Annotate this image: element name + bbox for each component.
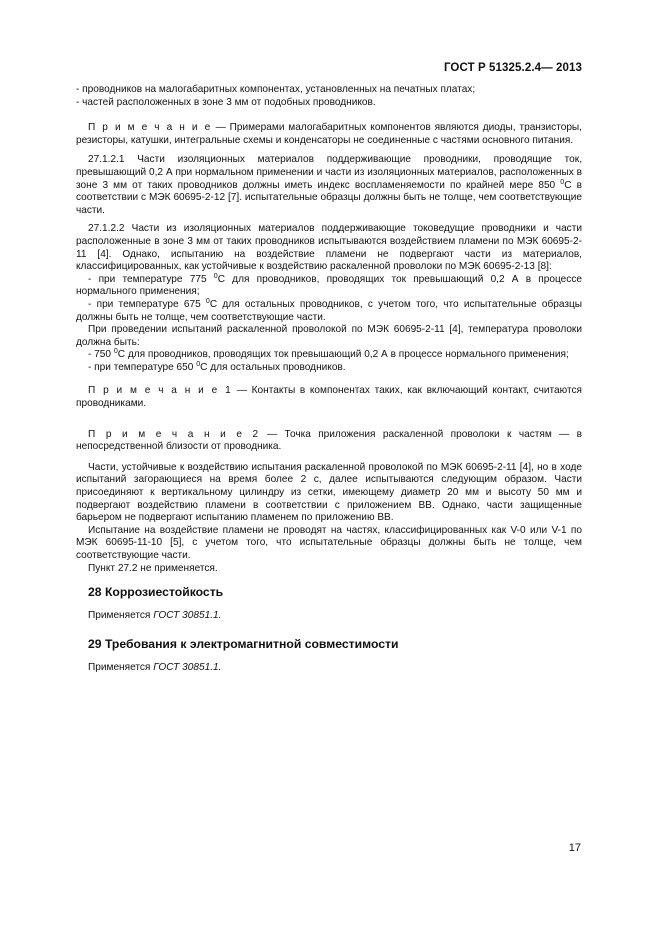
list-item — [76, 299, 582, 324]
list-item-text: C для проводников, проводящих ток превышающий 0,2 А в процессе нормального применения; — [76, 273, 582, 298]
note-paragraph — [76, 429, 582, 454]
degree-mark: 0 — [213, 272, 218, 280]
note-text: — Примерами малогабаритных компонентов являются диоды, транзисторы, резисторы, катушки, интегральные схемы и конденсаторы не соединенные с частями основного питания. — [76, 122, 582, 146]
degree-mark: 0 — [560, 178, 565, 186]
list-item-text: C для остальных проводников. — [200, 361, 346, 373]
note-paragraph — [76, 385, 582, 410]
section-applies — [76, 662, 582, 675]
list-item-text: - 750 — [88, 349, 114, 361]
applies-text: Применяется — [88, 610, 154, 622]
degree-mark: 0 — [205, 297, 210, 305]
clause-27-1-2-1 — [76, 154, 582, 217]
body-paragraph: Пункт 27.2 не применяется. — [88, 562, 218, 574]
section-heading-28: 28 Коррозиестойкость — [88, 585, 224, 600]
note-label: П р и м е ч а н и е 1 — [88, 385, 233, 397]
list-item-text: - при температуре 775 — [88, 273, 214, 285]
list-item-text: - при температуре 650 — [88, 361, 197, 373]
list-item-text: - при температуре 675 — [88, 298, 206, 310]
body-paragraph: Испытание на воздействие пламени не проводят на частях, классифицированных как V-0 или V-1 по МЭК 60695-11-10 [5], с учетом того, что испытательные образцы должны быть не толще, чем соответствующие части. — [76, 524, 582, 561]
degree-mark: 0 — [196, 360, 201, 368]
list-item — [76, 274, 582, 299]
list-item: - частей расположенных в зоне 3 мм от подобных проводников. — [76, 96, 376, 108]
document-body — [76, 84, 582, 674]
list-item — [76, 362, 582, 375]
note-text: — Контакты в компонентах таких, как включающий контакт, считаются проводниками. — [76, 385, 582, 410]
list-item-text: C для остальных проводников, с учетом того, что испытательные образцы должны быть не толще, чем соответствующие части. — [76, 298, 582, 323]
body-paragraph: Части, устойчивые к воздействию испытания раскаленной проволокой по МЭК 60695-2-11 [4], но в ходе испытаний загорающиеся на время более 2 с, далее испытываются следующим образом. Части присоединяют к вертикальному цилиндру из сетки, имеющему диаметр 20 мм и высоту 50 мм и подвергают воздействию пламени в соответствии с приложением ВВ. Однако, части защищенные барьером не подвергают испытанию пламенем по приложению ВВ. — [76, 461, 582, 524]
note-label: П р и м е ч а н и е 2 — [88, 428, 260, 440]
standard-reference: ГОСТ 30851.1. — [153, 661, 222, 673]
standard-header: ГОСТ Р 51325.2.4— 2013 — [443, 62, 582, 74]
applies-text: Применяется — [88, 661, 154, 673]
note-text: — Точка приложения раскаленной проволоки к частям — в непосредственной близости от проводника. — [76, 428, 582, 453]
section-applies — [76, 610, 582, 623]
clause-27-1-2-2: 27.1.2.2 Части из изоляционных материалов поддерживающие токоведущие проводники и части расположенные в зоне 3 мм от таких проводников испытываются воздействием пламени по МЭК 60695-2-11 [4]. Однако, испытанию на воздействие пламени не подвергают части из материалов, классифицированных, как устойчивые к воздействию раскаленной проволоки по МЭК 60695-2-13 [8]: — [76, 223, 582, 273]
degree-mark: 0 — [113, 348, 118, 356]
list-item-text: C для проводников, проводящих ток превышающий 0,2 А в процессе нормального применения; — [117, 349, 569, 361]
list-item — [76, 349, 582, 362]
list-item: - проводников на малогабаритных компонентах, установленных на печатных платах; — [76, 84, 476, 95]
clause-text: 27.1.2.1 Части изоляционных материалов поддерживающие проводники, проводящие ток, превышающий 0,2 А при нормальном применении и части из изоляционных материалов, расположенных в зоне 3 мм от таких проводников должны иметь индекс воспламеняемости по крайней мере 850 — [76, 154, 582, 191]
clause-text: C в соответствии с МЭК 60695-2-12 [7]. испытательные образцы должны быть не толще, чем соответствующие части. — [76, 179, 582, 216]
page-number: 17 — [568, 842, 581, 854]
glow-wire-paragraph: При проведении испытаний раскаленной проволокой по МЭК 60695-2-11 [4], температура проволоки должна быть: — [76, 324, 582, 348]
note-paragraph — [76, 122, 582, 147]
standard-reference: ГОСТ 30851.1. — [153, 610, 222, 622]
section-heading-29: 29 Требования к электромагнитной совместимости — [88, 636, 399, 651]
note-label: П р и м е ч а н и е — [88, 122, 212, 134]
